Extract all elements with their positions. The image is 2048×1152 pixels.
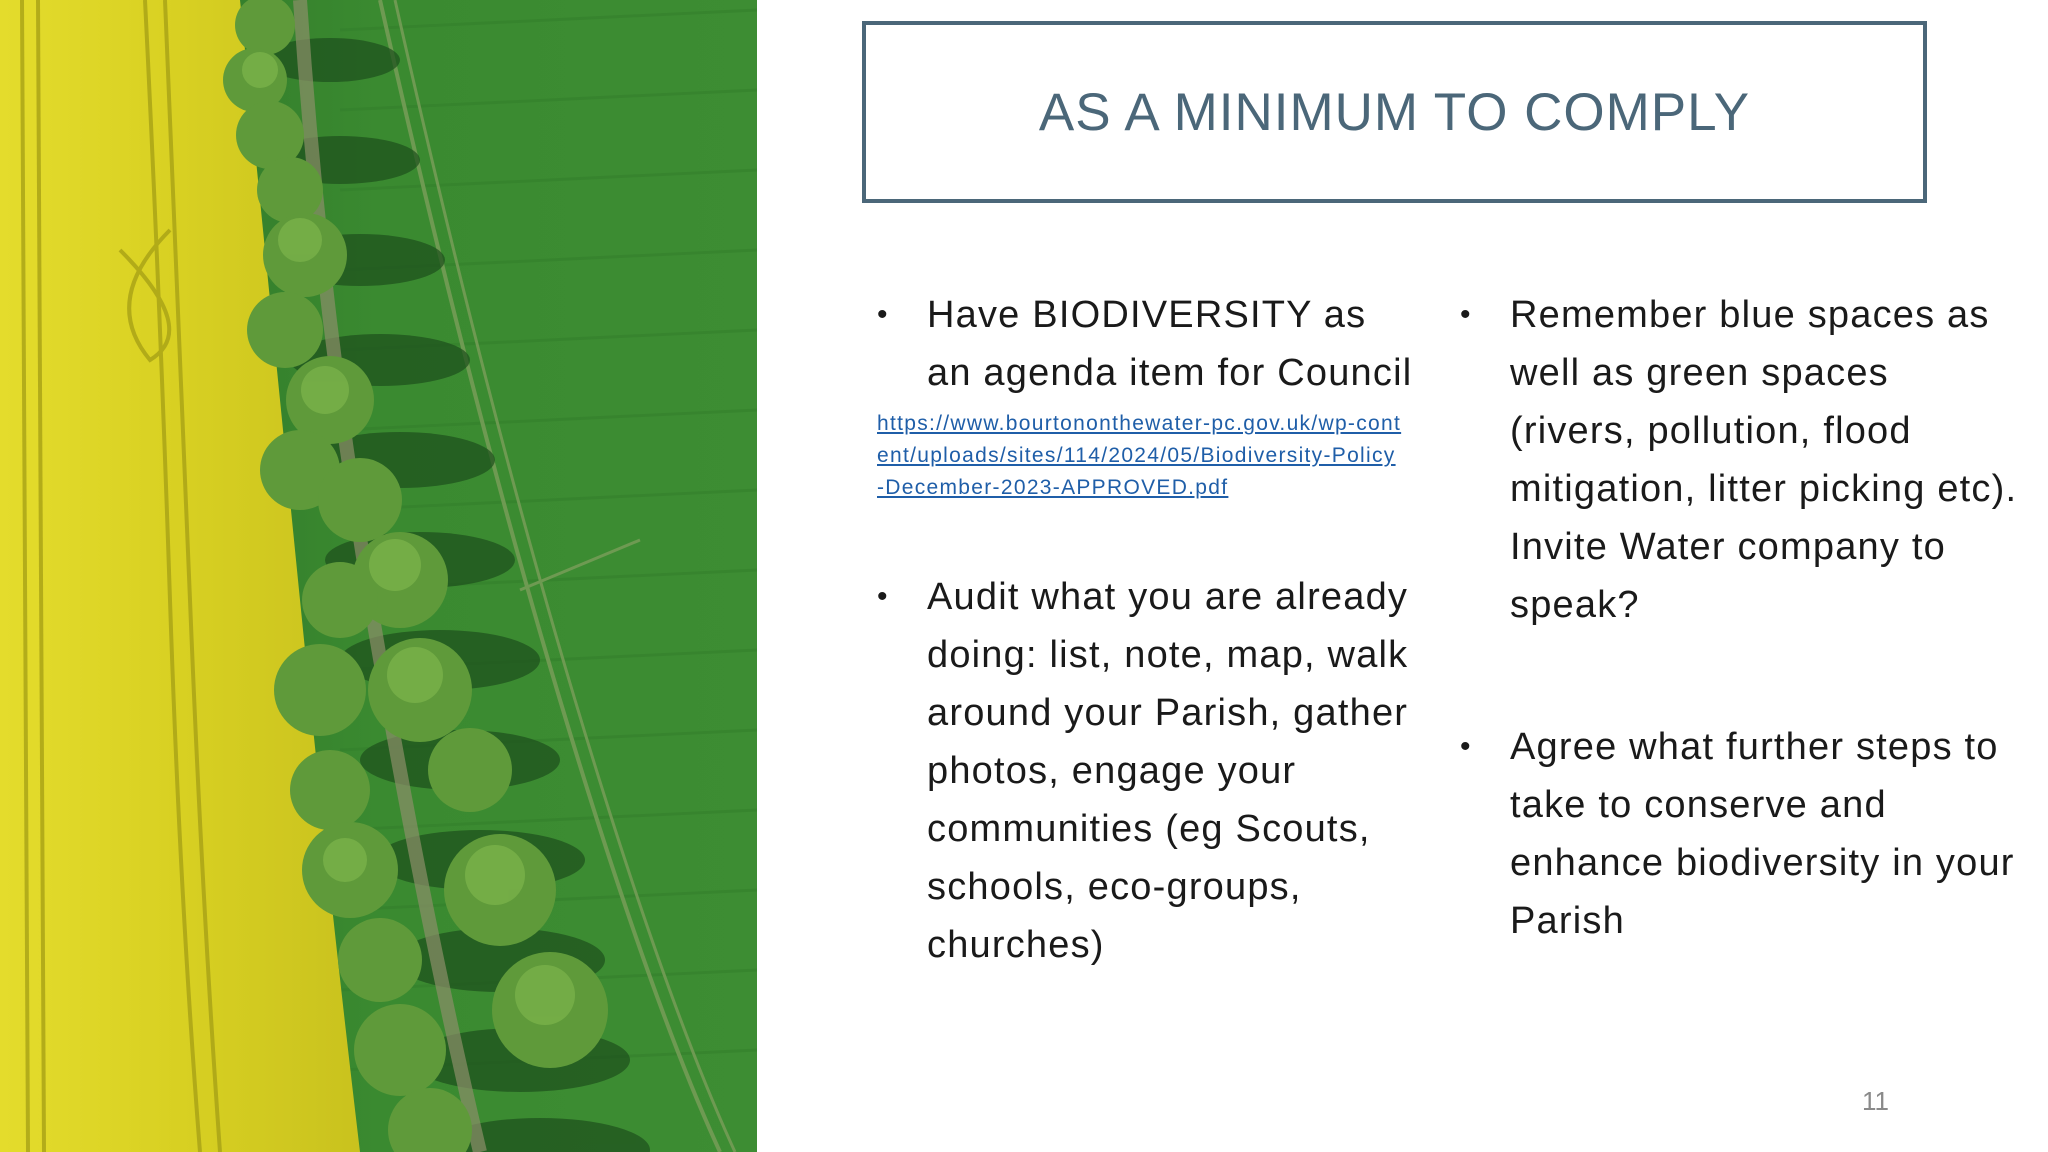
bullet-item [877, 286, 1417, 402]
page-number: 11 [1862, 1086, 1889, 1116]
bullet-text: Audit what you are already doing: list, note, map, walk around your Parish, gather photos, engage your communities (eg Scouts, schools, eco-groups, churches) [927, 576, 1409, 966]
aerial-field-photo [0, 0, 757, 1152]
bullet-text: Remember blue spaces as well as green spaces (rivers, pollution, flood mitigation, litter picking etc). Invite Water company to speak? [1510, 294, 2018, 626]
bullet-icon: • [877, 580, 889, 613]
bullet-item [1460, 286, 2020, 634]
bullet-icon: • [1460, 298, 1472, 331]
left-column [877, 286, 1417, 974]
bullet-icon: • [1460, 730, 1472, 763]
bullet-text: Have BIODIVERSITY as an agenda item for Council [927, 294, 1413, 394]
bullet-item [1460, 718, 2020, 950]
bullet-item [877, 568, 1417, 974]
slide-title: AS A MINIMUM TO COMPLY [1038, 82, 1751, 142]
bullet-icon: • [877, 298, 889, 331]
right-column [1460, 286, 2020, 950]
bullet-text: Agree what further steps to take to conserve and enhance biodiversity in your Parish [1510, 726, 2015, 942]
title-box [862, 21, 1927, 203]
biodiversity-policy-link[interactable]: https://www.bourtononthewater-pc.gov.uk/wp-content/uploads/sites/114/2024/05/Biodiversity-Policy-December-2023-APPROVED.pdf [877, 412, 1402, 499]
